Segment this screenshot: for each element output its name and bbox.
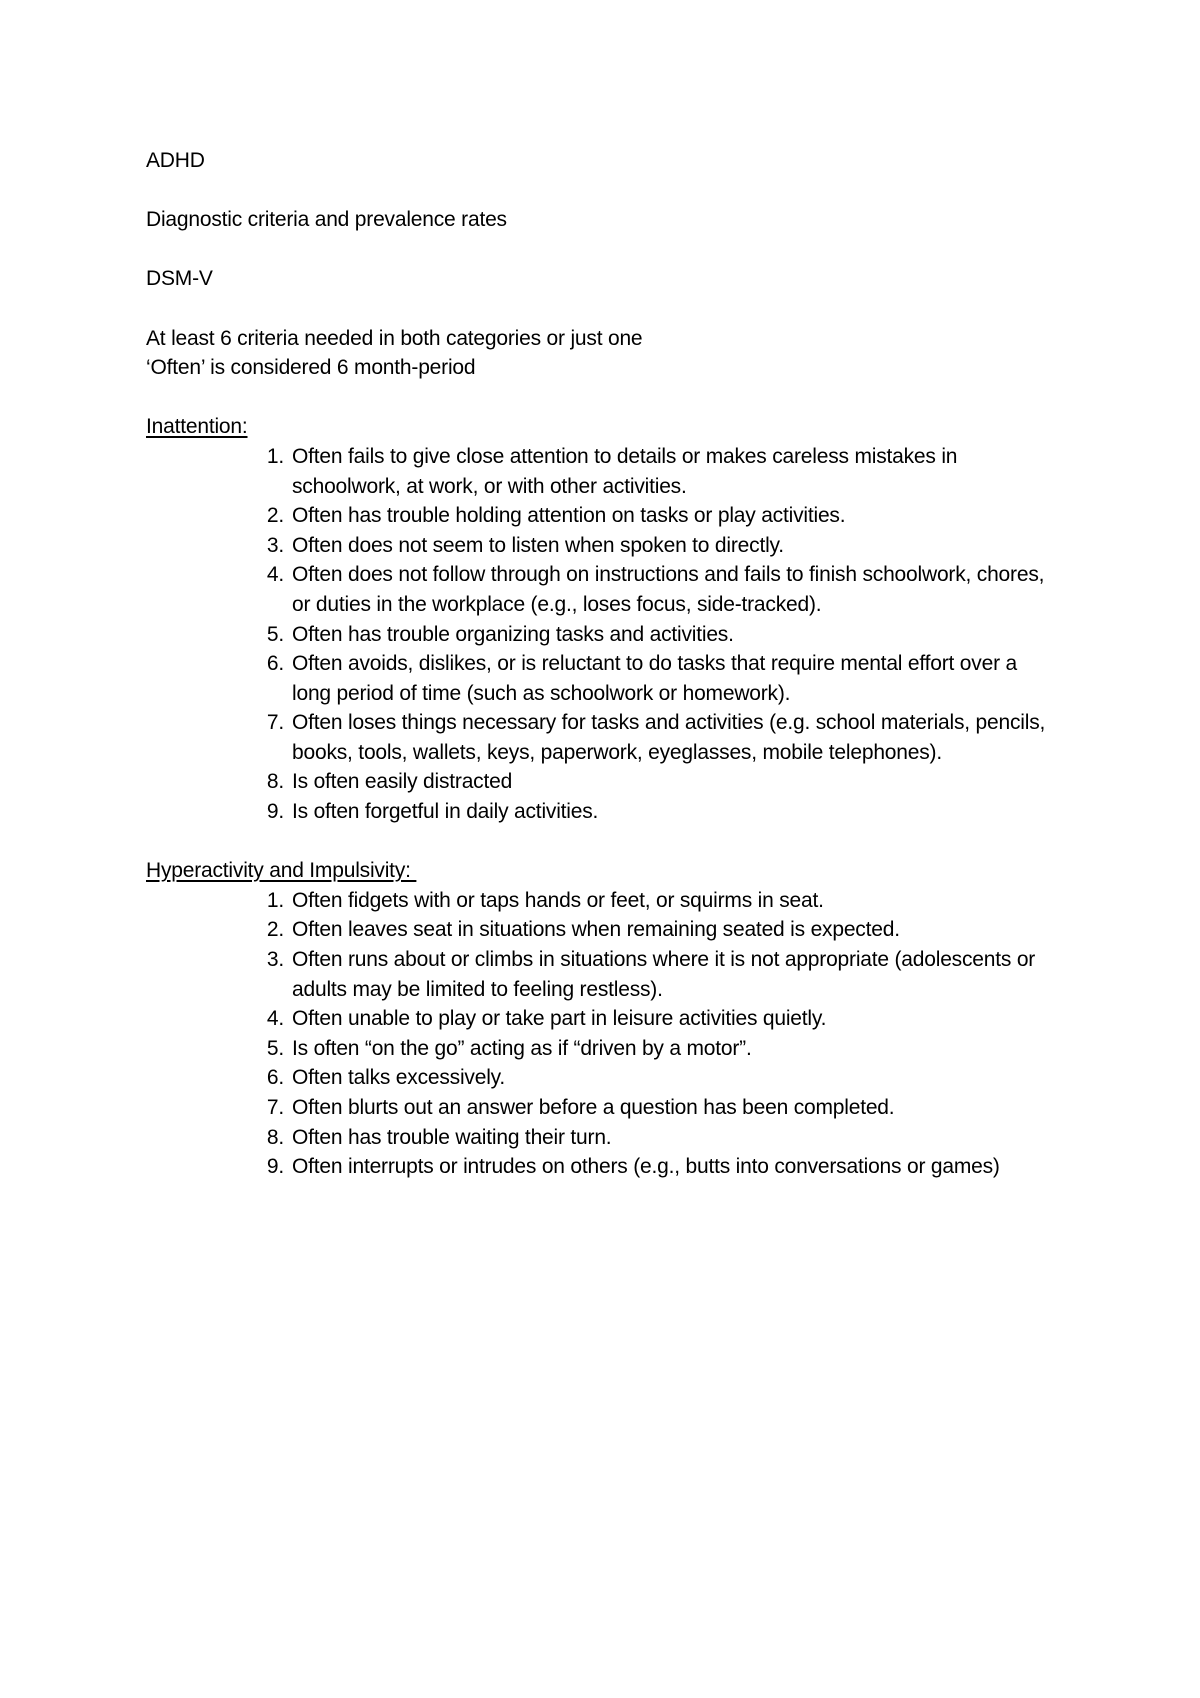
inattention-criteria-list <box>146 442 1066 827</box>
list-number: 8. <box>266 770 284 794</box>
list-item <box>146 649 1066 708</box>
list-item <box>146 708 1066 767</box>
list-item-text: Often loses things necessary for tasks and activities (e.g. school materials, pencils, books, tools, wallets, keys, paperwork, eyeglasses, mobile telephones). <box>292 711 1046 764</box>
spacer <box>146 176 1066 206</box>
list-item <box>146 886 1066 916</box>
list-number: 8. <box>266 1125 284 1149</box>
list-item <box>146 1152 1066 1182</box>
document-subtitle: Diagnostic criteria and prevalence rates <box>146 208 507 232</box>
list-item <box>146 442 1066 501</box>
list-item-text: Often has trouble organizing tasks and activities. <box>292 622 734 646</box>
list-item-text: Often leaves seat in situations when remaining seated is expected. <box>292 918 900 942</box>
list-item <box>146 1004 1066 1034</box>
spacer <box>146 235 1066 265</box>
intro-line: ‘Often’ is considered 6 month-period <box>146 356 476 380</box>
list-number: 6. <box>266 1066 284 1090</box>
list-item-text: Often blurts out an answer before a question has been completed. <box>292 1096 895 1119</box>
list-number: 5. <box>266 622 284 646</box>
list-item <box>146 501 1066 531</box>
list-number: 9. <box>266 1155 284 1179</box>
list-item-text: Often fidgets with or taps hands or feet, or squirms in seat. <box>292 888 824 912</box>
list-item-text: Often does not seem to listen when spoken to directly. <box>292 533 784 557</box>
spacer <box>146 383 1066 413</box>
source-label: DSM-V <box>146 267 213 291</box>
list-item-text: Often fails to give close attention to details or makes careless mistakes in schoolwork, at work, or with other activities. <box>292 444 958 498</box>
list-item <box>146 531 1066 561</box>
list-number: 5. <box>266 1036 284 1060</box>
list-number: 6. <box>266 652 284 676</box>
list-item-text: Often runs about or climbs in situations where it is not appropriate (adolescents or adults may be limited to feeling restless). <box>292 948 1036 1001</box>
document-body <box>146 146 1066 1182</box>
list-item <box>146 767 1066 797</box>
inattention-section <box>146 412 1066 826</box>
spacer <box>146 827 1066 857</box>
intro-line: At least 6 criteria needed in both categories or just one <box>146 326 643 350</box>
list-number: 7. <box>266 1096 284 1119</box>
list-item <box>146 1034 1066 1064</box>
list-item <box>146 1063 1066 1093</box>
list-item <box>146 560 1066 619</box>
list-item-text: Is often “on the go” acting as if “driven by a motor”. <box>292 1036 752 1060</box>
list-number: 7. <box>266 711 284 735</box>
list-item <box>146 915 1066 945</box>
hyperactivity-criteria-list <box>146 886 1066 1182</box>
list-number: 3. <box>266 533 284 557</box>
list-item <box>146 1093 1066 1123</box>
list-number: 1. <box>266 888 284 912</box>
section-heading-hyperactivity: Hyperactivity and Impulsivity: <box>146 859 417 883</box>
spacer <box>146 294 1066 324</box>
list-item-text: Often interrupts or intrudes on others (e.g., butts into conversations or games) <box>292 1155 1000 1179</box>
list-item <box>146 620 1066 650</box>
list-item-text: Often talks excessively. <box>292 1066 506 1090</box>
list-item-text: Often has trouble waiting their turn. <box>292 1125 612 1149</box>
list-item-text: Often avoids, dislikes, or is reluctant to do tasks that require mental effort over a long period of time (such as schoolwork or homework). <box>292 652 1017 705</box>
list-item-text: Often unable to play or take part in leisure activities quietly. <box>292 1007 827 1031</box>
list-item-text: Is often easily distracted <box>292 770 513 794</box>
list-number: 2. <box>266 918 284 942</box>
list-number: 2. <box>266 504 284 528</box>
list-number: 4. <box>266 563 284 587</box>
hyperactivity-section <box>146 856 1066 1182</box>
section-heading-inattention: Inattention: <box>146 415 248 439</box>
document-title: ADHD <box>146 149 205 172</box>
list-item-text: Often has trouble holding attention on tasks or play activities. <box>292 504 846 528</box>
list-item <box>146 1123 1066 1153</box>
list-number: 4. <box>266 1007 284 1031</box>
list-number: 9. <box>266 800 284 824</box>
list-item-text: Is often forgetful in daily activities. <box>292 800 599 824</box>
list-item-text: Often does not follow through on instructions and fails to finish schoolwork, chores, or duties in the workplace (e.g., loses focus, side-tracked). <box>292 563 1045 616</box>
list-item <box>146 797 1066 827</box>
list-number: 1. <box>266 444 284 468</box>
list-item <box>146 945 1066 1004</box>
list-number: 3. <box>266 948 284 972</box>
